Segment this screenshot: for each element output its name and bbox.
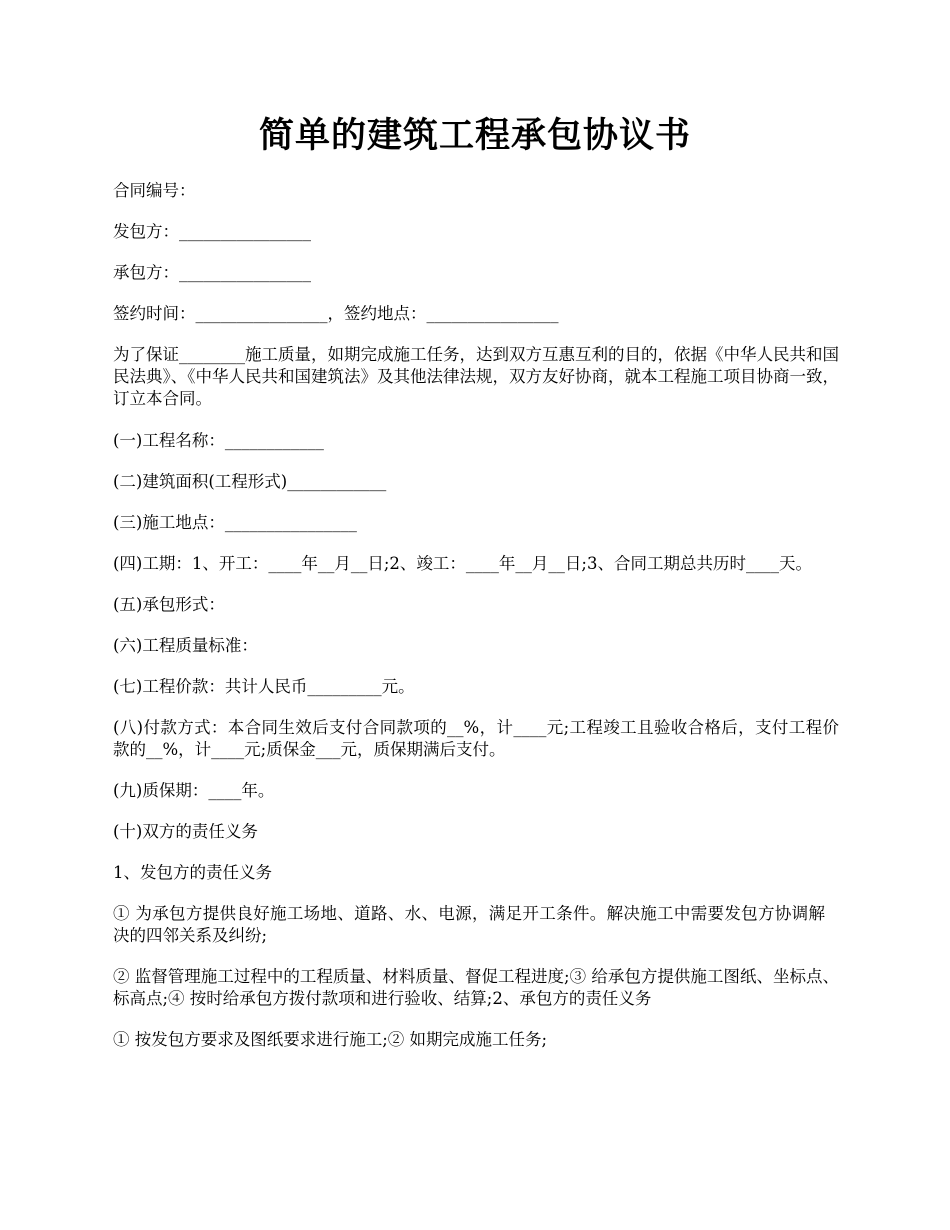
clause-responsibilities: (十)双方的责任义务: [113, 822, 258, 841]
clause-quality-standard: (六)工程质量标准：: [113, 636, 258, 655]
clause-payment-method: (八)付款方式：本合同生效后支付合同款项的__%，计____元;工程竣工且验收合格后，支付工程价款的__%，计____元;质保金___元，质保期满后支付。: [113, 718, 839, 759]
clause-project-price: (七)工程价款：共计人民币_________元。: [113, 677, 415, 696]
employer-duty-1: ① 为承包方提供良好施工场地、道路、水、电源，满足开工条件。解决施工中需要发包方协调解决的四邻关系及纠纷;: [113, 904, 825, 945]
employer-line: 发包方：________________: [113, 222, 311, 241]
signing-time-place-line: 签约时间：________________，签约地点：________________: [113, 304, 559, 323]
contract-number-line: 合同编号：: [113, 181, 196, 200]
employer-responsibilities-heading: 1、发包方的责任义务: [113, 863, 272, 882]
clause-contract-form: (五)承包形式：: [113, 595, 225, 614]
contractor-line: 承包方：________________: [113, 263, 311, 282]
clause-building-area: (二)建筑面积(工程形式)____________: [113, 472, 387, 491]
clause-project-name: (一)工程名称：____________: [113, 431, 324, 450]
clause-schedule: (四)工期：1、开工：____年__月__日;2、竣工：____年__月__日;3、合同工期总共历时____天。: [113, 554, 812, 573]
preamble-paragraph: 为了保证________施工质量，如期完成施工任务，达到双方互惠互利的目的，依据《中华人民共和国民法典》、《中华人民共和国建筑法》及其他法律法规，双方友好协商，就本工程施工项目协商一致，订立本合同。: [113, 345, 839, 408]
employer-duty-2-4: ② 监督管理施工过程中的工程质量、材料质量、督促工程进度;③ 给承包方提供施工图纸、坐标点、标高点;④ 按时给承包方拨付款项和进行验收、结算;2、承包方的责任义务: [113, 967, 839, 1008]
clause-construction-site: (三)施工地点：________________: [113, 513, 357, 532]
document-title: 简单的建筑工程承包协议书: [258, 115, 691, 156]
clause-warranty-period: (九)质保期：____年。: [113, 781, 275, 800]
contractor-duty-1-2: ① 按发包方要求及图纸要求进行施工;② 如期完成施工任务;: [113, 1030, 548, 1049]
document-body: [113, 180, 839, 1070]
